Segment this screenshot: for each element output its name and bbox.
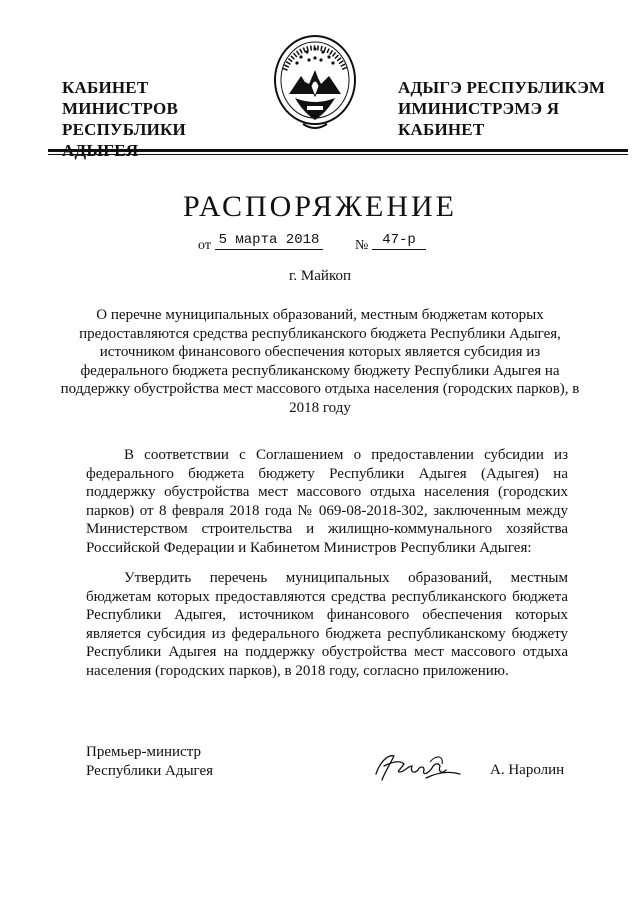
signatory-position-line-2: Республики Адыгея	[86, 763, 214, 779]
issuer-line-1: КАБИНЕТ МИНИСТРОВ	[62, 78, 178, 118]
preamble-paragraph: В соответствии с Соглашением о предоставлении субсидии из федерального бюджета бюджету Республики Адыгея (Адыгея) на поддержку обустройства мест массового отдыха населения (городских парков) от 8 февраля 2018 года № 069-08-2018-302, заключенным между Министерством строительства и жилищно-коммунального хозяйства Российской Федерации и Кабинетом Министров Республики Адыгея:	[86, 447, 568, 556]
signatory-position	[86, 743, 213, 781]
issuer-line-2-adyghe: ИМИНИСТРЭМЭ Я КАБИНЕТ	[398, 99, 560, 139]
issue-city: г. Майкоп	[288, 268, 352, 284]
document-title: РАСПОРЯЖЕНИЕ	[182, 190, 458, 223]
issuer-line-1-adyghe: АДЫГЭ РЕСПУБЛИКЭМ	[398, 78, 606, 97]
issuer-block-adyghe	[398, 77, 628, 140]
resolution-paragraph: Утвердить перечень муниципальных образований, местным бюджетам которых предоставляются средства республиканского бюджета Республики Адыгея, источником финансового обеспечения которых является субсидия из федерального бюджета республиканскому бюджету Республики Адыгея на поддержку обустройства мест массового отдыха населения (городских парков), в 2018 году, согласно приложению.	[86, 570, 568, 679]
header-divider-thick	[48, 149, 628, 152]
header-divider-thin	[48, 154, 628, 155]
issuer-line-2: РЕСПУБЛИКИ	[62, 120, 186, 139]
date-prefix: от	[198, 238, 211, 253]
adygea-coat-of-arms-icon	[271, 32, 359, 136]
signatory-name: А. Наролин	[490, 762, 565, 778]
handwritten-signature-icon	[370, 744, 470, 786]
number-label: №	[355, 238, 369, 253]
document-subject: О перечне муниципальных образований, местным бюджетам которых предоставляются средства республиканского бюджета Республики Адыгея, источником финансового обеспечения которых является субсидия из федерального бюджета республиканскому бюджету Республики Адыгея на поддержку обустройства мест массового отдыха населения (городских парков), в 2018 году	[60, 307, 580, 416]
document-date: 5 марта 2018	[215, 232, 323, 250]
dateline	[198, 232, 498, 256]
signatory-position-line-1: Премьер-министр	[86, 744, 201, 760]
document-number: 47-р	[372, 232, 426, 250]
